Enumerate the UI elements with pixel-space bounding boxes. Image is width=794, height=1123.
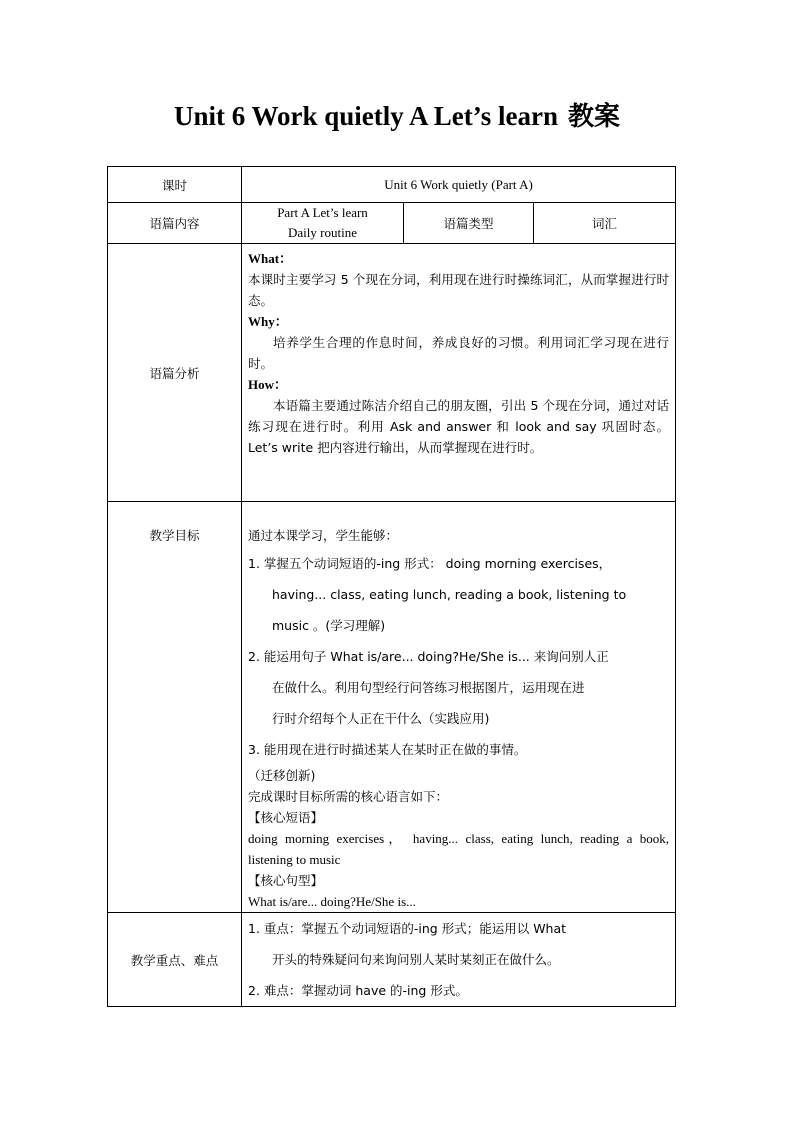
goal-item-3b: （迁移创新): [248, 768, 316, 783]
page-title: [0, 96, 794, 137]
label-analysis: 语篇分析: [108, 244, 242, 502]
row-content: [108, 203, 676, 244]
label-type: 语篇类型: [404, 203, 534, 244]
what-heading: What：: [248, 251, 293, 266]
label-content: 语篇内容: [108, 203, 242, 244]
goal-item-1b: having... class, eating lunch, reading a book, listening to: [272, 587, 627, 602]
row-analysis: [108, 244, 676, 502]
content-line1: Part A Let’s learn: [277, 205, 368, 220]
goal-item-2c: 行时介绍每个人正在干什么（实践应用): [272, 711, 490, 726]
core-sentences: What is/are... doing?He/She is...: [248, 894, 416, 909]
goal-item-2b: 在做什么。利用句型经行问答练习根据图片，运用现在进: [272, 680, 585, 695]
label-key-points: 教学重点、难点: [108, 913, 242, 1007]
row-lesson: [108, 167, 676, 203]
what-text: 本课时主要学习 5 个现在分词，利用现在进行时操练词汇，从而掌握进行时态。: [248, 272, 670, 308]
row-key-points: [108, 913, 676, 1007]
core-phrases-heading: 【核心短语】: [248, 810, 324, 825]
value-type: 词汇: [534, 203, 676, 244]
row-goals: [108, 502, 676, 913]
key-item-1a: 1. 重点：掌握五个动词短语的-ing 形式；能运用以 What: [248, 921, 567, 936]
value-key-points: [242, 913, 676, 1007]
goal-item-1a: 1. 掌握五个动词短语的-ing 形式： doing morning exercises，: [248, 556, 612, 571]
title-english: Unit 6 Work quietly A Let’s learn: [173, 101, 558, 131]
key-item-2: 2. 难点：掌握动词 have 的-ing 形式。: [248, 983, 468, 998]
goal-item-3: 3. 能用现在进行时描述某人在某时正在做的事情。: [248, 742, 527, 757]
key-item-1b: 开头的特殊疑问句来询问别人某时某刻正在做什么。: [272, 952, 560, 967]
lesson-plan-table: [107, 166, 676, 1007]
value-lesson: Unit 6 Work quietly (Part A): [242, 167, 676, 203]
value-analysis: [242, 244, 676, 502]
label-lesson: 课时: [108, 167, 242, 203]
how-heading: How：: [248, 377, 288, 392]
goals-intro: 通过本课学习，学生能够：: [248, 528, 399, 543]
value-content: [242, 203, 404, 244]
title-chinese: 教案: [568, 102, 621, 132]
value-goals: [242, 502, 676, 913]
content-line2: Daily routine: [288, 225, 357, 240]
goal-item-2a: 2. 能运用句子 What is/are... doing?He/She is... 来询问别人正: [248, 649, 609, 664]
core-language-intro: 完成课时目标所需的核心语言如下：: [248, 789, 449, 804]
core-phrases: doing morning exercises， having... class, eating lunch, reading a book, listening to music: [248, 831, 670, 867]
goal-item-1c: music 。(学习理解): [272, 618, 386, 633]
core-sentences-heading: 【核心句型】: [248, 873, 324, 888]
how-text: 本语篇主要通过陈洁介绍自己的朋友圈，引出 5 个现在分词，通过对话练习现在进行时。利用 Ask and answer 和 look and say 巩固时态。Let’s write 把内容进行输出，从而掌握现在进行时。: [248, 398, 670, 455]
why-heading: Why：: [248, 314, 288, 329]
label-goals: 教学目标: [108, 502, 242, 913]
why-text: 培养学生合理的作息时间，养成良好的习惯。利用词汇学习现在进行时。: [248, 335, 670, 371]
